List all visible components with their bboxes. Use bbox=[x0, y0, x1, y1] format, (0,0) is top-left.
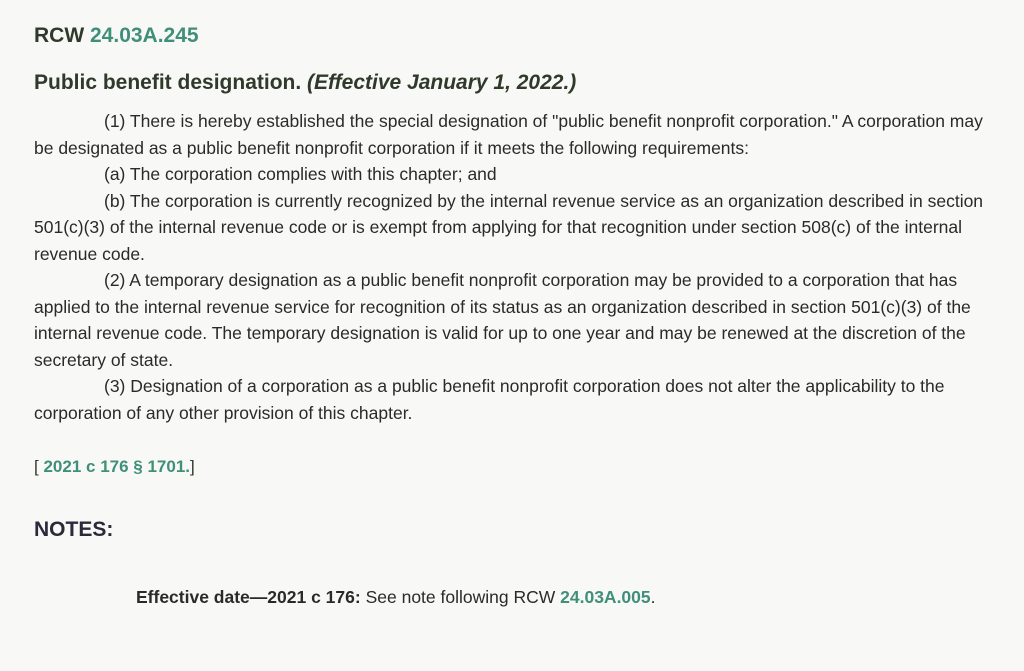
citation-open-bracket: [ bbox=[34, 457, 39, 476]
citation-close-bracket: ] bbox=[190, 457, 195, 476]
note-text: See note following RCW bbox=[365, 587, 556, 607]
note-end: . bbox=[650, 587, 656, 607]
rcw-number-link[interactable]: 24.03A.245 bbox=[90, 24, 199, 47]
section-title-text: Public benefit designation. bbox=[34, 71, 302, 94]
paragraph-1b: (b) The corporation is currently recognized by the internal revenue service as an organization described in section 501(c)(3) of the internal revenue code or is exempt from applying for that recognition under section 508(c) of the internal revenue code. bbox=[34, 190, 984, 264]
citation-link[interactable]: 2021 c 176 § 1701. bbox=[43, 457, 190, 476]
effective-date-note: (Effective January 1, 2022.) bbox=[307, 71, 577, 94]
section-body bbox=[34, 108, 990, 426]
paragraph-1a: (a) The corporation complies with this chapter; and bbox=[104, 164, 497, 184]
section-title bbox=[34, 68, 990, 98]
rcw-prefix: RCW bbox=[34, 24, 85, 47]
session-law-citation bbox=[34, 454, 990, 480]
paragraph-1: (1) There is hereby established the special designation of "public benefit nonprofit corporation." A corporation may be designated as a public benefit nonprofit corporation if it meets the following requirements: bbox=[34, 111, 983, 158]
note-rcw-link[interactable]: 24.03A.005 bbox=[560, 587, 651, 607]
note-item bbox=[136, 584, 990, 610]
paragraph-2: (2) A temporary designation as a public benefit nonprofit corporation may be provided to a corporation that has applied to the internal revenue service for recognition of its status as an organization described in section 501(c)(3) of the internal revenue code. The temporary designation is valid for up to one year and may be renewed at the discretion of the secretary of state. bbox=[34, 270, 971, 370]
rcw-heading bbox=[34, 22, 990, 50]
notes-heading: NOTES: bbox=[34, 518, 114, 541]
paragraph-3: (3) Designation of a corporation as a public benefit nonprofit corporation does not alter the applicability to the corporation of any other provision of this chapter. bbox=[34, 376, 945, 423]
note-label: Effective date—2021 c 176: bbox=[136, 587, 361, 607]
